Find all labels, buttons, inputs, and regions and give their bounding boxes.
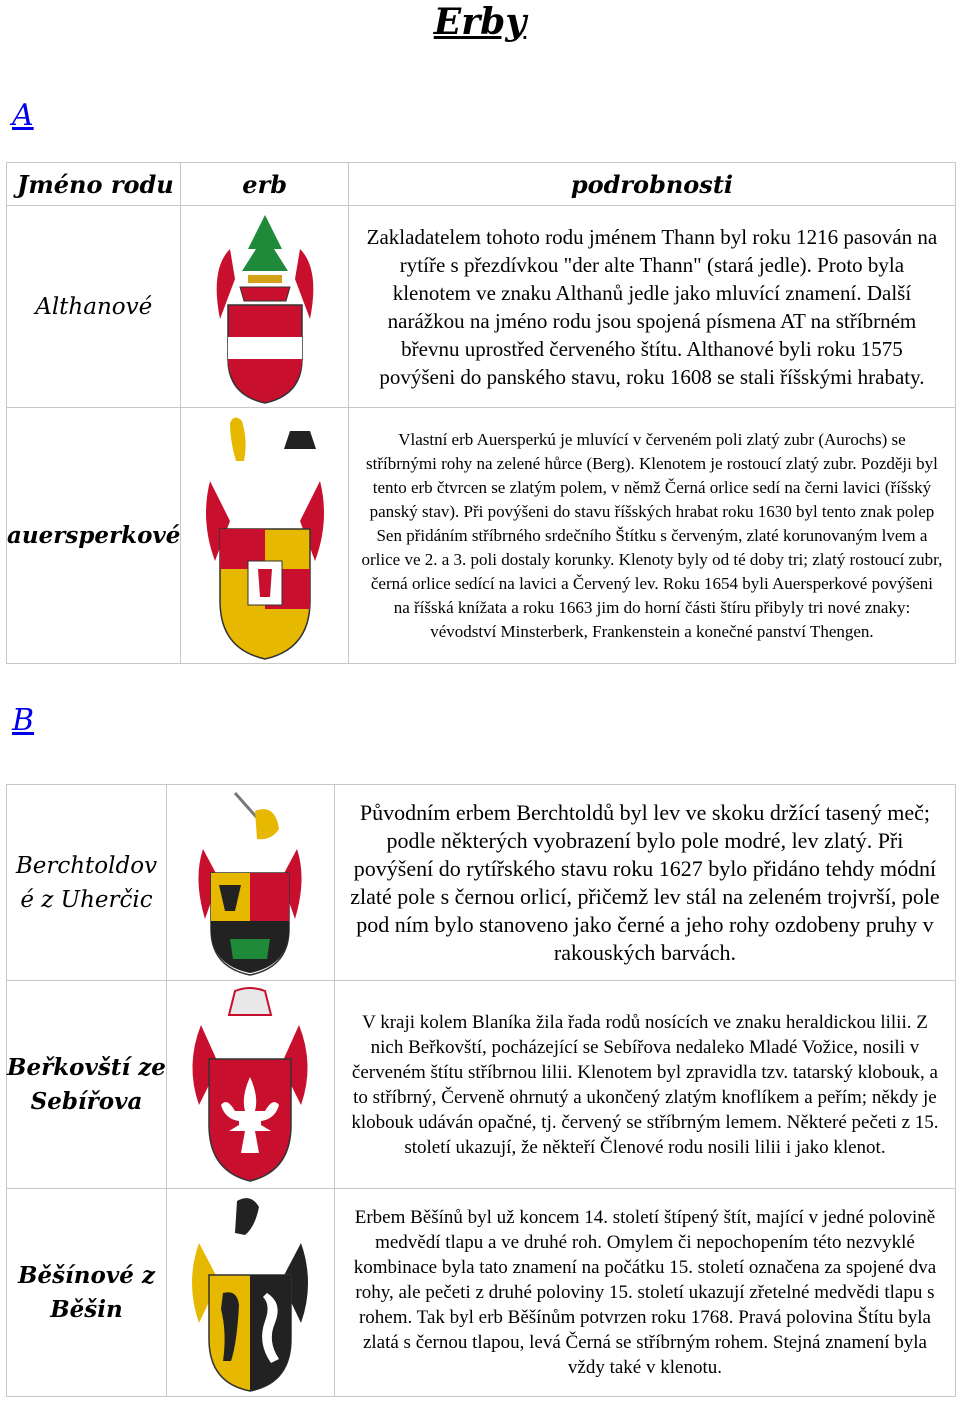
table-header-row (7, 163, 956, 206)
header-erb: erb (181, 163, 348, 206)
crest-cell (181, 206, 348, 408)
berchtold-coat-of-arms-icon (175, 789, 325, 977)
family-details: Erbem Běšínů byl už koncem 14. století štípený štít, mající v jedné polovině medvědí tlapu a ve druhé roh. Omylem či nepochopením této nezvyklé kombinace byla tato znamení na počátku 15. století označena za spojené dva rohy, ale pečeti z druhé poloviny 15. století ukazují zřetelné medvědi tlapu s rohem. Tak byl erb Běšínům potvrzen roku 1768. Pravá polovina Štítu byla zlatá s černou tlapou, levá Černá se stříbrným rohem. Stejná znamení byla vždy také v klenotu. (334, 1189, 955, 1397)
section-letter-a-link[interactable]: A (12, 98, 34, 133)
crest-cell (166, 1189, 334, 1397)
header-details: podrobnosti (348, 163, 955, 206)
crest-cell (166, 785, 334, 981)
crest-cell (181, 408, 348, 664)
besin-coat-of-arms-icon (175, 1193, 325, 1393)
table-row (7, 785, 956, 981)
auersperg-coat-of-arms-icon (190, 411, 340, 661)
family-name-line2: Běšin (50, 1295, 123, 1323)
crest-cell (166, 981, 334, 1189)
family-details: Zakladatelem tohoto rodu jménem Thann byl roku 1216 pasován na rytíře s přezdívkou "der alte Thann" (stará jedle). Proto byla klenotem ve znaku Althanů jedle jako mluvící znamení. Další narážkou na jméno rodu jsou spojená písmena AT na stříbrném břevnu uprostřed červeného štítu. Althanové byli roku 1575 povýšeni do panského stavu, roku 1608 se stali říšskými hrabaty. (348, 206, 955, 408)
family-name-line1: Berchtoldov (15, 852, 158, 879)
section-letter-b-link[interactable]: B (12, 703, 35, 738)
table-row (7, 981, 956, 1189)
table-row (7, 206, 956, 408)
table-row (7, 408, 956, 664)
family-name (7, 981, 167, 1189)
family-name (7, 785, 167, 981)
family-name-line2: é z Uherčic (20, 886, 153, 913)
family-details: V kraji kolem Blaníka žila řada rodů nosících ve znaku heraldickou lilii. Z nich Beřkovští, pocházející se Sebířova nedaleko Mladé Vožice, nosili v červeném štítu stříbrnou lilii. Klenotem byl zpravidla tzv. tatarský klobouk, a to stříbrný, Červeně ohrnutý a ukončený zlatým knoflíkem a peřím; někdy je klobouk udáván opačné, tj. červený se stříbrným lemem. Některé pečeti z 15. století ukazují, že někteří Členové rodu nosili lilii i jako klenot. (334, 981, 955, 1189)
berkovsky-coat-of-arms-icon (175, 985, 325, 1185)
table-section-a (6, 162, 956, 664)
page-title: Erby (433, 1, 527, 43)
family-name: auersperkové (7, 408, 181, 664)
althan-coat-of-arms-icon (190, 209, 340, 405)
family-name: Althanové (7, 206, 181, 408)
table-section-b (6, 784, 956, 1397)
header-name: Jméno rodu (7, 163, 181, 206)
family-name-line2: Sebířova (30, 1087, 143, 1115)
family-details: Původním erbem Berchtoldů byl lev ve skoku držící tasený meč; podle některých vyobrazení bylo pole modré, lev zlatý. Při povýšení do rytířského stavu roku 1627 bylo přidáno tehdy módní zlaté pole s černou orlicí, přičemž lev stál na zeleném trojvrší, pole pod ním bylo stanoveno jako černé a jeho rohy ozdobeny pruhy v rakouských barvách. (334, 785, 955, 981)
family-name-line1: Běšínové z (18, 1261, 155, 1289)
family-details: Vlastní erb Auersperkú je mluvící v červeném poli zlatý zubr (Aurochs) se stříbrnými rohy na zelené hůrce (Berg). Klenotem je rostoucí zlatý zubr. Později byl tento erb čtvrcen se zlatým polem, v němž Černá orlice sedí na černi lavici (říšský panský stav). Při povýšeni do stavu říšských hrabat roku 1630 byl tento znak polep Sen přidáním stříbrného srdečního Štítku s červeným, zlaté korunovaným lvem a orlice ve 2. a 3. poli dostaly korunky. Klenoty byly od té doby tri; zlatý rostoucí zubr, černá orlice sedící na lavici a Červený lev. Roku 1654 byli Auersperkové povýšeni na říšská knížata a roku 1663 jim do horní části štíru přibyly tri nové znaky: vévodství Minsterberk, Frankenstein a konečné panství Thengen. (348, 408, 955, 664)
family-name (7, 1189, 167, 1397)
table-row (7, 1189, 956, 1397)
family-name-line1: Beřkovští ze (7, 1053, 166, 1081)
